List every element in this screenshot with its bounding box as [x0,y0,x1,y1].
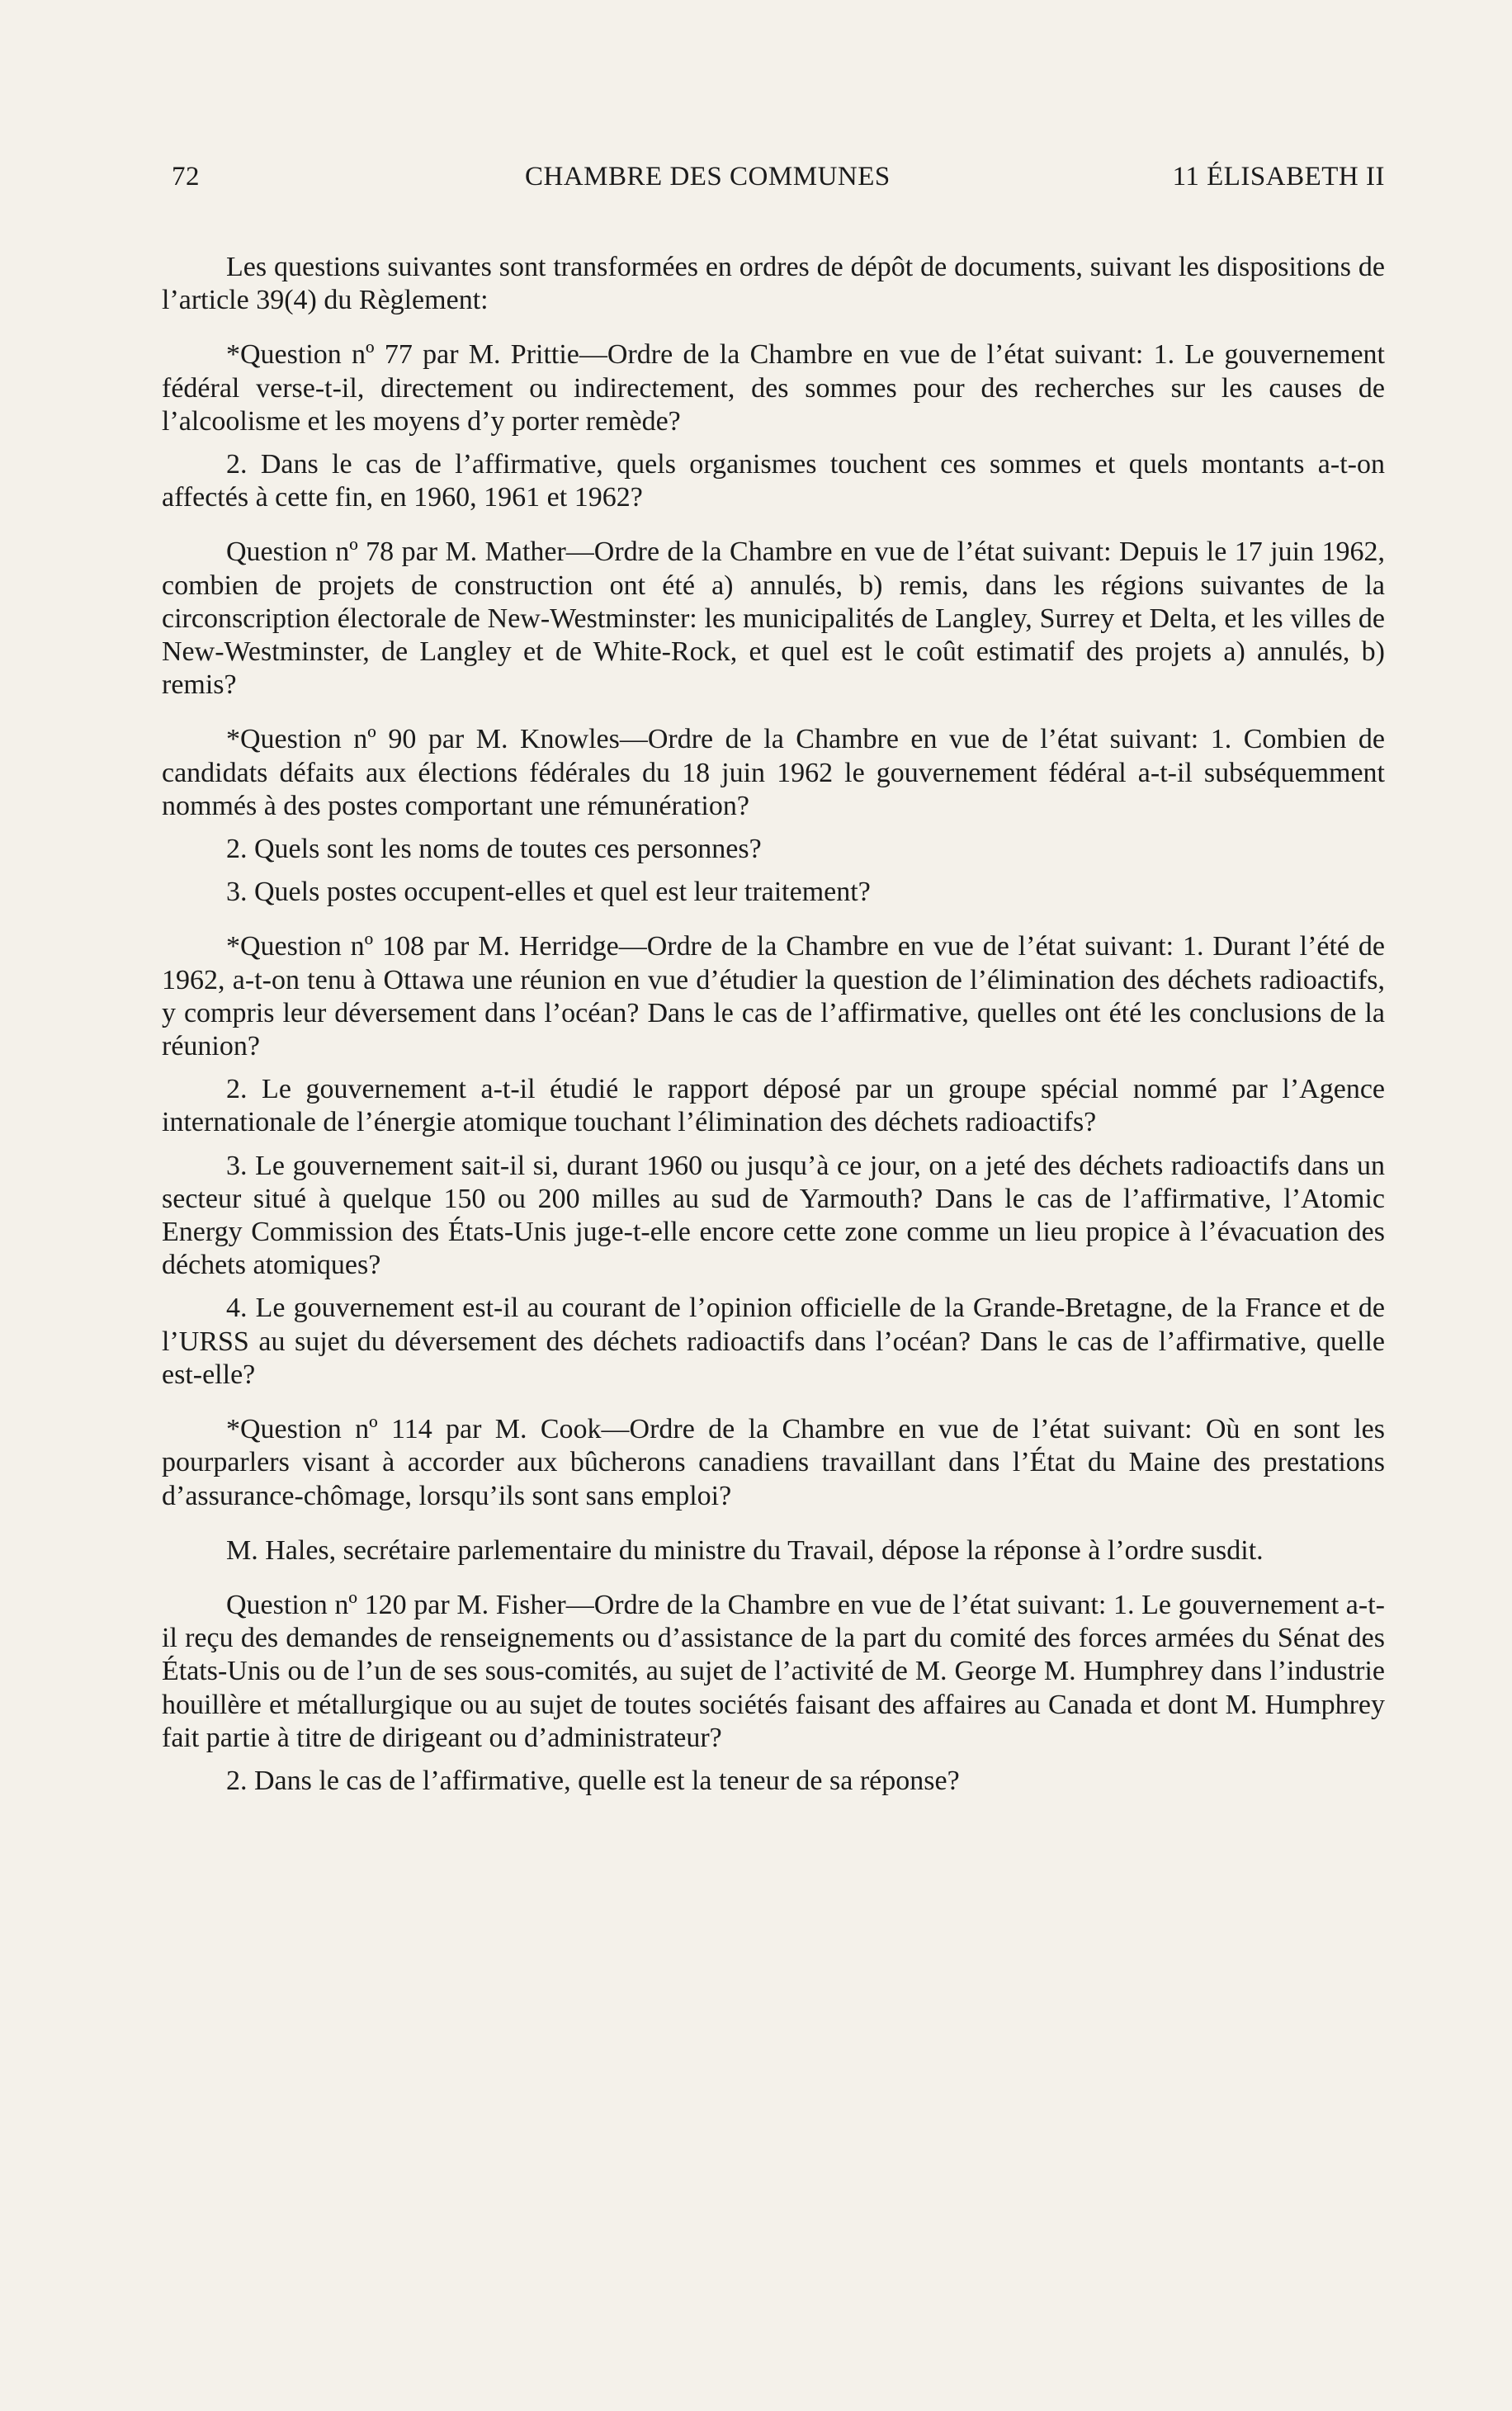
running-title: CHAMBRE DES COMMUNES [525,162,891,191]
session-label: 11 ÉLISABETH II [1172,162,1385,191]
question-108-part-4: 4. Le gouvernement est-il au courant de l’opinion officielle de la Grande-Bretagne, de la France et de l’URSS au sujet du déversement des déchets radioactifs dans l’océan? Dans le cas de l’affirmative, quelle est-elle? [162,1293,1385,1390]
question-108: *Question nº 108 par M. Herridge—Ordre de la Chambre en vue de l’état suivant: 1. Durant l’été de 1962, a-t-on tenu à Ottawa une réunion en vue d’étudier la question de l’élimination des déchets radioactifs, y compris leur déversement dans l’océan? Dans le cas de l’affirmative, quelles ont été les conclusions de la réunion? [162,931,1385,1062]
intro-paragraph: Les questions suivantes sont transformées en ordres de dépôt de documents, suivant les dispositions de l’article 39(4) du Règlement: [162,252,1385,316]
question-77-part-2: 2. Dans le cas de l’affirmative, quels organismes touchent ces sommes et quels montants a-t-on affectés à cette fin, en 1960, 1961 et 1962? [162,449,1385,513]
question-114: *Question nº 114 par M. Cook—Ordre de la Chambre en vue de l’état suivant: Où en sont les pourparlers visant à accorder aux bûcherons canadiens travaillant dans l’État du Maine des prestations d’assurance-chômage, lorsqu’ils sont sans emploi? [162,1414,1385,1511]
page-number: 72 [172,162,200,191]
question-90-part-3: 3. Quels postes occupent-elles et quel est leur traitement? [226,877,871,908]
question-90: *Question nº 90 par M. Knowles—Ordre de la Chambre en vue de l’état suivant: 1. Combien de candidats défaits aux élections fédérales du 18 juin 1962 le gouvernement fédéral a-t-il subséquemment nommés à des postes comportant une rémunération? [162,724,1385,821]
document-page [162,162,1385,1798]
question-78: Question nº 78 par M. Mather—Ordre de la Chambre en vue de l’état suivant: Depuis le 17 juin 1962, combien de projets de construction ont été a) annulés, b) remis, dans les régions suivantes de la circonscription électorale de New-Westminster: les municipalités de Langley, Surrey et Delta, et les villes de New-Westminster, de Langley et de White-Rock, et quel est le coût estimatif des projets a) annulés, b) remis? [162,537,1385,701]
question-120: Question nº 120 par M. Fisher—Ordre de la Chambre en vue de l’état suivant: 1. Le gouvernement a-t-il reçu des demandes de renseignements ou d’assistance de la part du comité des forces armées du Sénat des États-Unis ou de l’un de ses sous-comités, au sujet de l’activité de M. George M. Humphrey dans l’industrie houillère et métallurgique ou au sujet de toutes sociétés faisant des affaires au Canada et dont M. Humphrey fait partie à titre de dirigeant ou d’administrateur? [162,1589,1385,1753]
question-108-part-2: 2. Le gouvernement a-t-il étudié le rapport déposé par un groupe spécial nommé par l’Agence internationale de l’énergie atomique touchant l’élimination des déchets radioactifs? [162,1074,1385,1138]
document-body [162,251,1385,1798]
page-header [162,162,1385,203]
question-90-part-2: 2. Quels sont les noms de toutes ces personnes? [226,834,762,865]
question-108-part-3: 3. Le gouvernement sait-il si, durant 1960 ou jusqu’à ce jour, on a jeté des déchets radioactifs dans un secteur situé à quelque 150 ou 200 milles au sud de Yarmouth? Dans le cas de l’affirmative, l’Atomic Energy Commission des États-Unis juge-t-elle encore cette zone comme un lieu propice à l’évacuation des déchets atomiques? [162,1150,1385,1281]
answer-tabled: M. Hales, secrétaire parlementaire du ministre du Travail, dépose la réponse à l’ordre susdit. [226,1534,1264,1566]
question-120-part-2: 2. Dans le cas de l’affirmative, quelle est la teneur de sa réponse? [226,1765,960,1796]
question-77: *Question nº 77 par M. Prittie—Ordre de la Chambre en vue de l’état suivant: 1. Le gouvernement fédéral verse-t-il, directement ou indirectement, des sommes pour des recherches sur les causes de l’alcoolisme et les moyens d’y porter remède? [162,339,1385,437]
